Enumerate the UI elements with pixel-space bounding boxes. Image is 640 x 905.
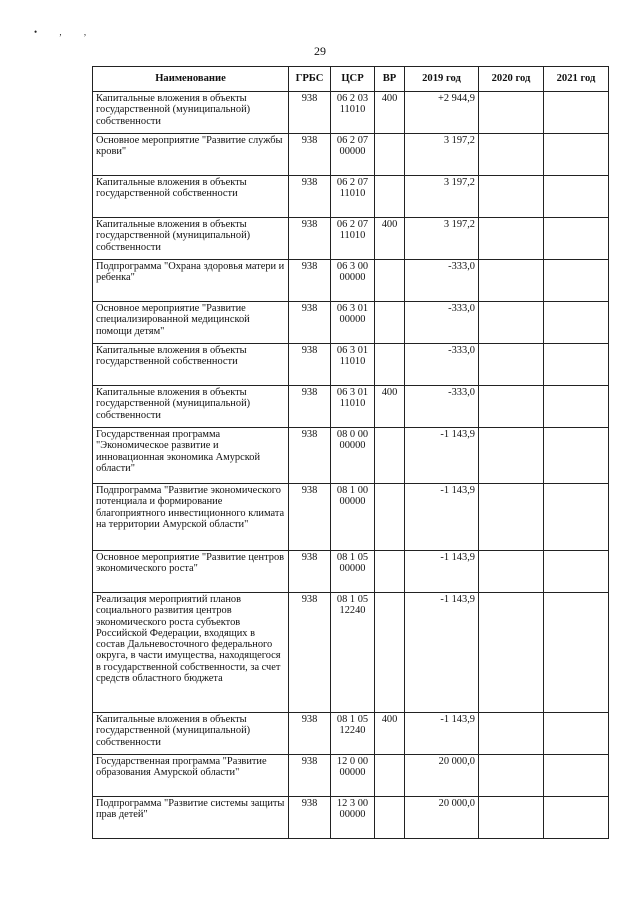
row-2019-cell: 3 197,2 [405, 134, 479, 176]
row-vr-cell: 400 [375, 386, 405, 428]
header-vr: ВР [375, 67, 405, 92]
row-2019-cell: -1 143,9 [405, 428, 479, 484]
table-header-row [93, 67, 609, 92]
row-vr-cell [375, 134, 405, 176]
header-csr: ЦСР [331, 67, 375, 92]
row-name-cell: Подпрограмма "Развитие системы защиты прав детей" [93, 797, 289, 839]
table-row [93, 797, 609, 839]
row-csr-cell: 06 2 07 11010 [331, 218, 375, 260]
row-2020-cell [479, 260, 544, 302]
row-csr-cell: 08 0 00 00000 [331, 428, 375, 484]
row-grbs-cell: 938 [289, 344, 331, 386]
row-2019-cell: -1 143,9 [405, 593, 479, 713]
header-grbs: ГРБС [289, 67, 331, 92]
row-csr-cell: 06 2 03 11010 [331, 92, 375, 134]
row-name-cell: Капитальные вложения в объекты государственной собственности [93, 344, 289, 386]
row-name-cell: Капитальные вложения в объекты государственной (муниципальной) собственности [93, 713, 289, 755]
row-name-cell: Подпрограмма "Охрана здоровья матери и ребенка" [93, 260, 289, 302]
corner-marks: • , , [34, 27, 97, 37]
row-2021-cell [544, 302, 609, 344]
row-csr-cell: 08 1 00 00000 [331, 484, 375, 551]
header-2019: 2019 год [405, 67, 479, 92]
row-2021-cell [544, 755, 609, 797]
row-2021-cell [544, 428, 609, 484]
header-2020: 2020 год [479, 67, 544, 92]
row-2020-cell [479, 344, 544, 386]
table-row [93, 593, 609, 713]
row-vr-cell [375, 428, 405, 484]
row-2021-cell [544, 344, 609, 386]
header-name: Наименование [93, 67, 289, 92]
row-vr-cell [375, 344, 405, 386]
row-2019-cell: -1 143,9 [405, 713, 479, 755]
row-2021-cell [544, 386, 609, 428]
row-2019-cell: -1 143,9 [405, 551, 479, 593]
row-2020-cell [479, 92, 544, 134]
row-vr-cell: 400 [375, 713, 405, 755]
row-grbs-cell: 938 [289, 428, 331, 484]
row-2019-cell: -333,0 [405, 302, 479, 344]
table-row [93, 134, 609, 176]
row-csr-cell: 08 1 05 12240 [331, 713, 375, 755]
row-grbs-cell: 938 [289, 484, 331, 551]
row-vr-cell [375, 302, 405, 344]
table-row [93, 302, 609, 344]
table-row [93, 484, 609, 551]
row-grbs-cell: 938 [289, 797, 331, 839]
row-grbs-cell: 938 [289, 386, 331, 428]
row-csr-cell: 12 0 00 00000 [331, 755, 375, 797]
row-grbs-cell: 938 [289, 92, 331, 134]
row-vr-cell [375, 755, 405, 797]
row-grbs-cell: 938 [289, 176, 331, 218]
row-name-cell: Государственная программа "Экономическое развитие и инновационная экономика Амурской области" [93, 428, 289, 484]
row-2020-cell [479, 551, 544, 593]
row-2019-cell: -333,0 [405, 260, 479, 302]
page-number: 29 [314, 44, 326, 58]
row-grbs-cell: 938 [289, 713, 331, 755]
row-2021-cell [544, 797, 609, 839]
row-2020-cell [479, 484, 544, 551]
table-row [93, 260, 609, 302]
row-2020-cell [479, 302, 544, 344]
row-csr-cell: 12 3 00 00000 [331, 797, 375, 839]
row-grbs-cell: 938 [289, 755, 331, 797]
row-vr-cell [375, 484, 405, 551]
row-grbs-cell: 938 [289, 260, 331, 302]
row-2020-cell [479, 755, 544, 797]
row-2020-cell [479, 218, 544, 260]
table-row [93, 92, 609, 134]
row-name-cell: Основное мероприятие "Развитие специализированной медицинской помощи детям" [93, 302, 289, 344]
row-csr-cell: 06 3 01 11010 [331, 386, 375, 428]
row-vr-cell [375, 176, 405, 218]
row-vr-cell [375, 260, 405, 302]
row-name-cell: Реализация мероприятий планов социального развития центров экономического роста субъектов Российской Федерации, входящих в состав Дальневосточного федерального округа, в части имущества, находящегося в государственной собственности, за счет средств областного бюджета [93, 593, 289, 713]
row-2021-cell [544, 551, 609, 593]
row-2019-cell: 3 197,2 [405, 176, 479, 218]
row-2021-cell [544, 713, 609, 755]
row-vr-cell [375, 797, 405, 839]
row-name-cell: Капитальные вложения в объекты государственной (муниципальной) собственности [93, 92, 289, 134]
row-2021-cell [544, 176, 609, 218]
row-csr-cell: 06 3 00 00000 [331, 260, 375, 302]
row-name-cell: Капитальные вложения в объекты государственной собственности [93, 176, 289, 218]
row-2021-cell [544, 92, 609, 134]
row-name-cell: Основное мероприятие "Развитие центров экономического роста" [93, 551, 289, 593]
row-grbs-cell: 938 [289, 134, 331, 176]
table-row [93, 755, 609, 797]
row-2019-cell: -333,0 [405, 344, 479, 386]
row-2019-cell: 20 000,0 [405, 755, 479, 797]
row-2019-cell: 20 000,0 [405, 797, 479, 839]
row-2019-cell: 3 197,2 [405, 218, 479, 260]
row-2021-cell [544, 134, 609, 176]
row-2020-cell [479, 176, 544, 218]
table-row [93, 344, 609, 386]
row-2019-cell: +2 944,9 [405, 92, 479, 134]
row-2020-cell [479, 713, 544, 755]
header-2021: 2021 год [544, 67, 609, 92]
budget-table [92, 66, 609, 839]
row-name-cell: Капитальные вложения в объекты государственной (муниципальной) собственности [93, 218, 289, 260]
row-2021-cell [544, 218, 609, 260]
row-grbs-cell: 938 [289, 593, 331, 713]
row-name-cell: Подпрограмма "Развитие экономического потенциала и формирование благоприятного инвестиционного климата на территории Амурской области" [93, 484, 289, 551]
table-row [93, 386, 609, 428]
row-2019-cell: -1 143,9 [405, 484, 479, 551]
row-2019-cell: -333,0 [405, 386, 479, 428]
row-vr-cell [375, 593, 405, 713]
row-csr-cell: 06 3 01 00000 [331, 302, 375, 344]
row-csr-cell: 08 1 05 00000 [331, 551, 375, 593]
row-csr-cell: 06 2 07 11010 [331, 176, 375, 218]
table-row [93, 551, 609, 593]
row-csr-cell: 08 1 05 12240 [331, 593, 375, 713]
row-csr-cell: 06 2 07 00000 [331, 134, 375, 176]
row-2021-cell [544, 593, 609, 713]
table-row [93, 218, 609, 260]
row-vr-cell [375, 551, 405, 593]
row-2020-cell [479, 797, 544, 839]
row-2020-cell [479, 134, 544, 176]
table-row [93, 713, 609, 755]
row-name-cell: Основное мероприятие "Развитие службы крови" [93, 134, 289, 176]
row-2020-cell [479, 386, 544, 428]
row-vr-cell: 400 [375, 218, 405, 260]
row-name-cell: Государственная программа "Развитие образования Амурской области" [93, 755, 289, 797]
row-2021-cell [544, 484, 609, 551]
row-2020-cell [479, 593, 544, 713]
row-2021-cell [544, 260, 609, 302]
row-name-cell: Капитальные вложения в объекты государственной (муниципальной) собственности [93, 386, 289, 428]
row-grbs-cell: 938 [289, 302, 331, 344]
row-csr-cell: 06 3 01 11010 [331, 344, 375, 386]
table-row [93, 176, 609, 218]
row-grbs-cell: 938 [289, 551, 331, 593]
row-vr-cell: 400 [375, 92, 405, 134]
row-grbs-cell: 938 [289, 218, 331, 260]
row-2020-cell [479, 428, 544, 484]
table-row [93, 428, 609, 484]
